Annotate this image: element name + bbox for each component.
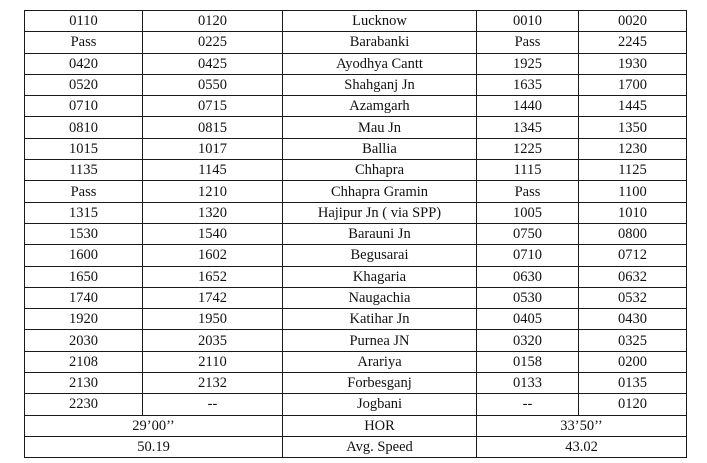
down-arrival: 1530 [25,223,143,244]
up-departure: 1010 [579,202,687,223]
down-departure: 2132 [143,373,283,394]
down-departure: 1017 [143,138,283,159]
down-arrival: 1920 [25,309,143,330]
down-departure: 1652 [143,266,283,287]
up-arrival: 0710 [477,245,579,266]
down-arrival: 1600 [25,245,143,266]
up-departure: 1230 [579,138,687,159]
table-row [25,373,687,394]
up-arrival: -- [477,394,579,415]
hor-up-value: 33’50’’ [477,415,687,436]
up-arrival: 1440 [477,96,579,117]
station-name: Azamgarh [283,96,477,117]
table-row [25,160,687,181]
down-departure: 1210 [143,181,283,202]
up-departure: 1445 [579,96,687,117]
timetable [24,10,687,458]
up-departure: 0325 [579,330,687,351]
hor-down-value: 29’00’’ [25,415,283,436]
table-row [25,32,687,53]
station-name: Chhapra Gramin [283,181,477,202]
up-departure: 0632 [579,266,687,287]
up-arrival: 0320 [477,330,579,351]
station-name: Ayodhya Cantt [283,53,477,74]
station-name: Chhapra [283,160,477,181]
table-row [25,74,687,95]
down-arrival: 1650 [25,266,143,287]
up-arrival: 1115 [477,160,579,181]
down-departure: 0425 [143,53,283,74]
down-arrival: 1315 [25,202,143,223]
up-departure: 0135 [579,373,687,394]
table-row [25,394,687,415]
down-arrival: 0710 [25,96,143,117]
down-arrival: Pass [25,181,143,202]
down-arrival: 1740 [25,287,143,308]
down-arrival: 1135 [25,160,143,181]
up-arrival: 0010 [477,11,579,32]
station-name: Purnea JN [283,330,477,351]
timetable-body [25,11,687,416]
down-arrival: 0810 [25,117,143,138]
down-departure: 0550 [143,74,283,95]
up-departure: 0532 [579,287,687,308]
up-arrival: 1005 [477,202,579,223]
table-row [25,266,687,287]
station-name: Forbesganj [283,373,477,394]
table-row [25,53,687,74]
avg-speed-row [25,436,687,457]
down-departure: 1320 [143,202,283,223]
down-arrival: 0110 [25,11,143,32]
up-departure: 1700 [579,74,687,95]
table-row [25,330,687,351]
down-departure: 1742 [143,287,283,308]
table-row [25,181,687,202]
up-departure: 0120 [579,394,687,415]
up-departure: 0430 [579,309,687,330]
up-departure: 0200 [579,351,687,372]
table-row [25,309,687,330]
up-arrival: 1635 [477,74,579,95]
down-departure: 2035 [143,330,283,351]
station-name: Barabanki [283,32,477,53]
up-arrival: Pass [477,32,579,53]
down-departure: 0815 [143,117,283,138]
down-arrival: 1015 [25,138,143,159]
station-name: Arariya [283,351,477,372]
hor-row [25,415,687,436]
avg-speed-label: Avg. Speed [283,436,477,457]
hor-label: HOR [283,415,477,436]
down-arrival: 2230 [25,394,143,415]
station-name: Ballia [283,138,477,159]
down-departure: 0120 [143,11,283,32]
up-arrival: 0158 [477,351,579,372]
down-arrival: 2108 [25,351,143,372]
station-name: Katihar Jn [283,309,477,330]
down-arrival: Pass [25,32,143,53]
station-name: Naugachia [283,287,477,308]
station-name: Barauni Jn [283,223,477,244]
station-name: Hajipur Jn ( via SPP) [283,202,477,223]
down-arrival: 2130 [25,373,143,394]
table-row [25,223,687,244]
down-departure: 0715 [143,96,283,117]
down-arrival: 0420 [25,53,143,74]
avg-speed-down-value: 50.19 [25,436,283,457]
table-row [25,287,687,308]
down-departure: 0225 [143,32,283,53]
table-row [25,138,687,159]
station-name: Shahganj Jn [283,74,477,95]
station-name: Begusarai [283,245,477,266]
up-departure: 0020 [579,11,687,32]
timetable-summary [25,415,687,458]
station-name: Lucknow [283,11,477,32]
down-departure: 1540 [143,223,283,244]
up-departure: 1125 [579,160,687,181]
down-arrival: 2030 [25,330,143,351]
up-arrival: 0750 [477,223,579,244]
up-departure: 1930 [579,53,687,74]
station-name: Khagaria [283,266,477,287]
down-departure: 1145 [143,160,283,181]
up-arrival: 1925 [477,53,579,74]
up-departure: 0712 [579,245,687,266]
station-name: Mau Jn [283,117,477,138]
table-row [25,117,687,138]
up-arrival: 0630 [477,266,579,287]
up-arrival: 1225 [477,138,579,159]
table-row [25,96,687,117]
up-departure: 0800 [579,223,687,244]
up-arrival: 0133 [477,373,579,394]
up-arrival: 0405 [477,309,579,330]
up-departure: 2245 [579,32,687,53]
up-departure: 1100 [579,181,687,202]
up-arrival: Pass [477,181,579,202]
up-departure: 1350 [579,117,687,138]
down-departure: 1950 [143,309,283,330]
table-row [25,351,687,372]
down-departure: -- [143,394,283,415]
table-row [25,245,687,266]
down-departure: 1602 [143,245,283,266]
up-arrival: 1345 [477,117,579,138]
station-name: Jogbani [283,394,477,415]
up-arrival: 0530 [477,287,579,308]
table-row [25,202,687,223]
down-arrival: 0520 [25,74,143,95]
table-row [25,11,687,32]
avg-speed-up-value: 43.02 [477,436,687,457]
down-departure: 2110 [143,351,283,372]
